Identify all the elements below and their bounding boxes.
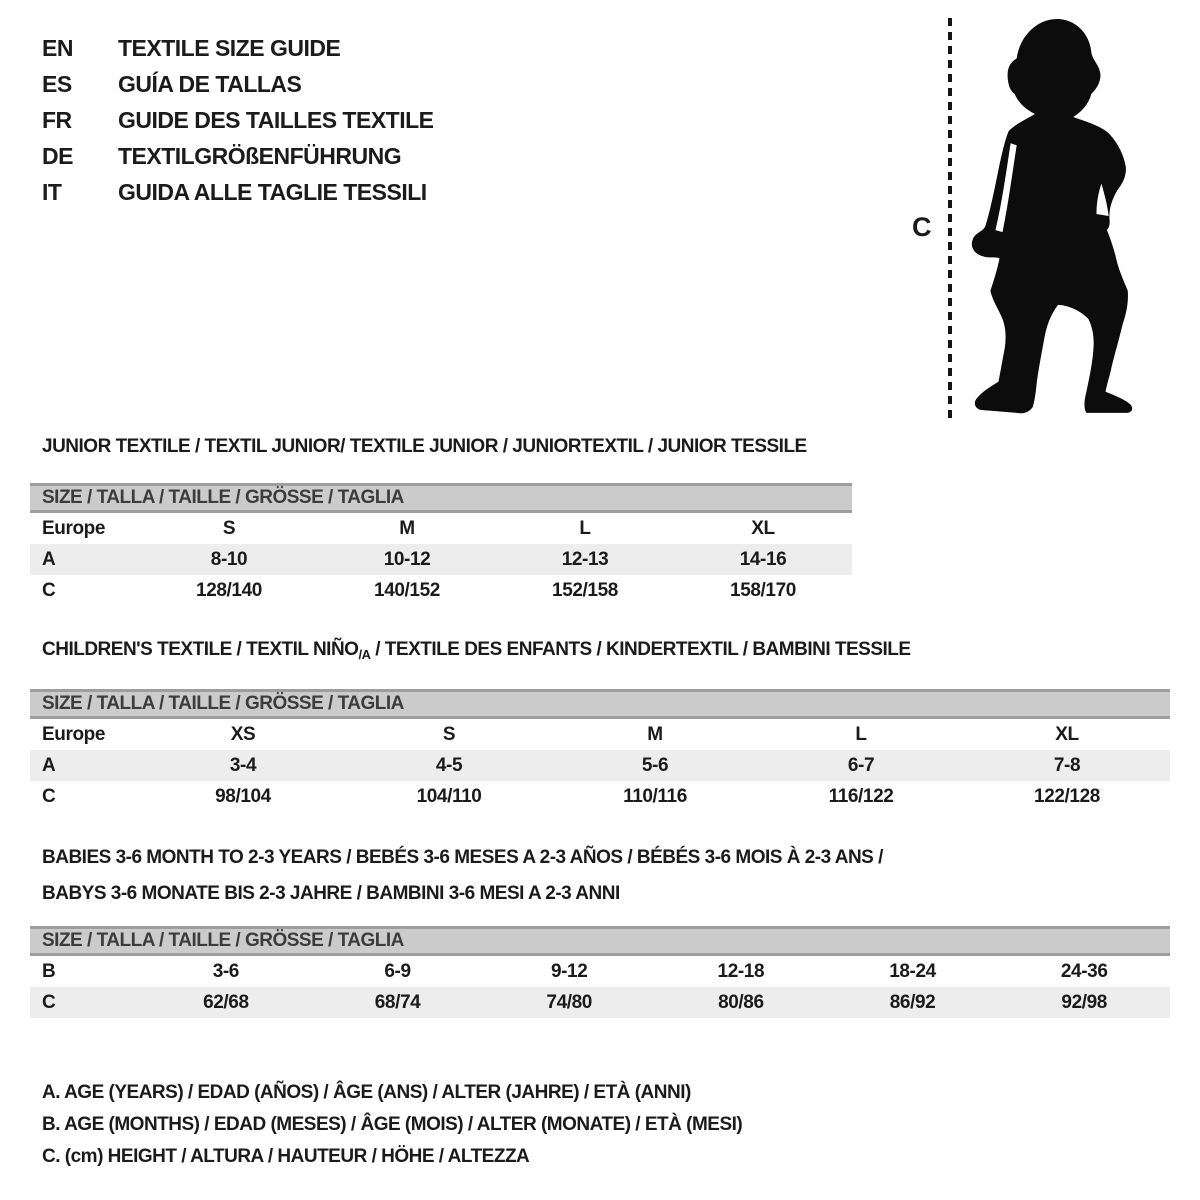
size-value: 116/122 (828, 786, 894, 807)
language-row-en (42, 30, 434, 66)
section-title-junior: JUNIOR TEXTILE / TEXTIL JUNIOR/ TEXTILE JUNIOR / JUNIORTEXTIL / JUNIOR TESSILE (42, 436, 807, 457)
size-value: L (855, 724, 867, 745)
size-value: 3-6 (212, 961, 239, 982)
table-row-childrens-textile-europe (30, 719, 1170, 750)
size-value: 68/74 (374, 992, 421, 1013)
size-value: 122/128 (1034, 786, 1100, 807)
language-code: EN (42, 35, 73, 61)
size-header-junior: SIZE / TALLA / TAILLE / GRÖSSE / TAGLIA (30, 483, 852, 513)
size-value: 158/170 (730, 580, 796, 601)
language-row-es (42, 66, 434, 102)
legend-line-a: A. AGE (YEARS) / EDAD (AÑOS) / ÂGE (ANS) / ALTER (JAHRE) / ETÀ (ANNI) (42, 1082, 691, 1103)
size-value: 9-12 (550, 961, 588, 982)
language-row-de (42, 138, 434, 174)
measure-legend (42, 1077, 742, 1173)
size-value: S (442, 724, 456, 745)
size-value: 6-7 (847, 755, 875, 776)
legend-line-b: B. AGE (MONTHS) / EDAD (MESES) / ÂGE (MOIS) / ALTER (MONATE) / ETÀ (MESI) (42, 1114, 743, 1135)
children-size-table (30, 719, 1170, 812)
size-value: 98/104 (215, 786, 271, 807)
language-code: IT (42, 179, 62, 205)
language-title: GUÍA DE TALLAS (118, 71, 302, 97)
table-row-junior-textile-c (30, 575, 852, 606)
row-label: Europe (42, 518, 106, 539)
row-label: Europe (42, 724, 106, 745)
size-value: 104/110 (416, 786, 482, 807)
section-title-children-sub: /A (358, 647, 371, 662)
size-value: 3-4 (229, 755, 257, 776)
babies-size-table (30, 956, 1170, 1018)
size-value: 80/86 (718, 992, 764, 1013)
size-value: 110/116 (623, 786, 687, 807)
size-value: 86/92 (889, 992, 936, 1013)
size-value: M (647, 724, 663, 745)
size-value: 7-8 (1053, 755, 1081, 776)
table-row-childrens-textile-a (30, 750, 1170, 781)
table-row-junior-textile-a (30, 544, 852, 575)
legend-line-c: C. (cm) HEIGHT / ALTURA / HAUTEUR / HÖHE / ALTEZZA (42, 1146, 530, 1167)
size-value: XL (1055, 724, 1079, 745)
size-value: 10-12 (383, 549, 431, 570)
size-value: 62/68 (203, 992, 249, 1013)
row-label: C (42, 580, 56, 601)
row-label: A (42, 755, 56, 776)
size-value: XL (751, 518, 775, 539)
size-value: 152/158 (552, 580, 618, 601)
row-label: C (42, 992, 56, 1013)
section-title-children-pre: CHILDREN'S TEXTILE / TEXTIL NIÑO (42, 639, 359, 660)
size-header-children: SIZE / TALLA / TAILLE / GRÖSSE / TAGLIA (30, 689, 1170, 719)
size-value: XS (230, 724, 256, 745)
language-code: FR (42, 107, 72, 133)
language-row-fr (42, 102, 434, 138)
table-row-junior-textile-europe (30, 513, 852, 544)
section-title-babies-line1: BABIES 3-6 MONTH TO 2-3 YEARS / BEBÉS 3-6 MESES A 2-3 AÑOS / BÉBÉS 3-6 MOIS À 2-3 ANS / (42, 847, 883, 868)
section-title-babies-line2: BABYS 3-6 MONATE BIS 2-3 JAHRE / BAMBINI 3-6 MESI A 2-3 ANNI (42, 883, 620, 904)
section-title-children (42, 639, 911, 662)
language-title: TEXTILE SIZE GUIDE (118, 35, 341, 61)
table-row-babies-textile-c (30, 987, 1170, 1018)
size-value: 5-6 (641, 755, 669, 776)
size-value: L (579, 518, 591, 539)
size-value: S (222, 518, 236, 539)
language-title: GUIDE DES TAILLES TEXTILE (118, 107, 434, 133)
size-value: 4-5 (435, 755, 463, 776)
size-value: 8-10 (210, 549, 248, 570)
size-value: 24-36 (1060, 961, 1108, 982)
section-title-children-post: / TEXTILE DES ENFANTS / KINDERTEXTIL / BAMBINI TESSILE (370, 639, 911, 660)
height-measure-line (946, 18, 954, 418)
size-header-babies: SIZE / TALLA / TAILLE / GRÖSSE / TAGLIA (30, 926, 1170, 956)
language-row-it (42, 174, 434, 210)
size-value: 140/152 (374, 580, 440, 601)
junior-size-table (30, 513, 852, 606)
row-label: A (42, 549, 56, 570)
language-title: TEXTILGRÖßENFÜHRUNG (118, 143, 402, 169)
language-title: GUIDA ALLE TAGLIE TESSILI (118, 179, 427, 205)
size-value: 6-9 (384, 961, 411, 982)
table-row-babies-textile-b (30, 956, 1170, 987)
height-measure-label: C (912, 212, 931, 242)
size-value: 74/80 (546, 992, 592, 1013)
size-value: M (399, 518, 415, 539)
language-code: DE (42, 143, 73, 169)
size-value: 92/98 (1061, 992, 1107, 1013)
table-row-childrens-textile-c (30, 781, 1170, 812)
language-code: ES (42, 71, 72, 97)
row-label: B (42, 961, 56, 982)
row-label: C (42, 786, 56, 807)
size-value: 14-16 (739, 549, 787, 570)
baby-silhouette-icon (960, 16, 1140, 420)
language-title-list (42, 30, 434, 210)
size-value: 12-18 (717, 961, 765, 982)
size-value: 128/140 (196, 580, 262, 601)
size-value: 12-13 (561, 549, 609, 570)
size-value: 18-24 (889, 961, 936, 982)
